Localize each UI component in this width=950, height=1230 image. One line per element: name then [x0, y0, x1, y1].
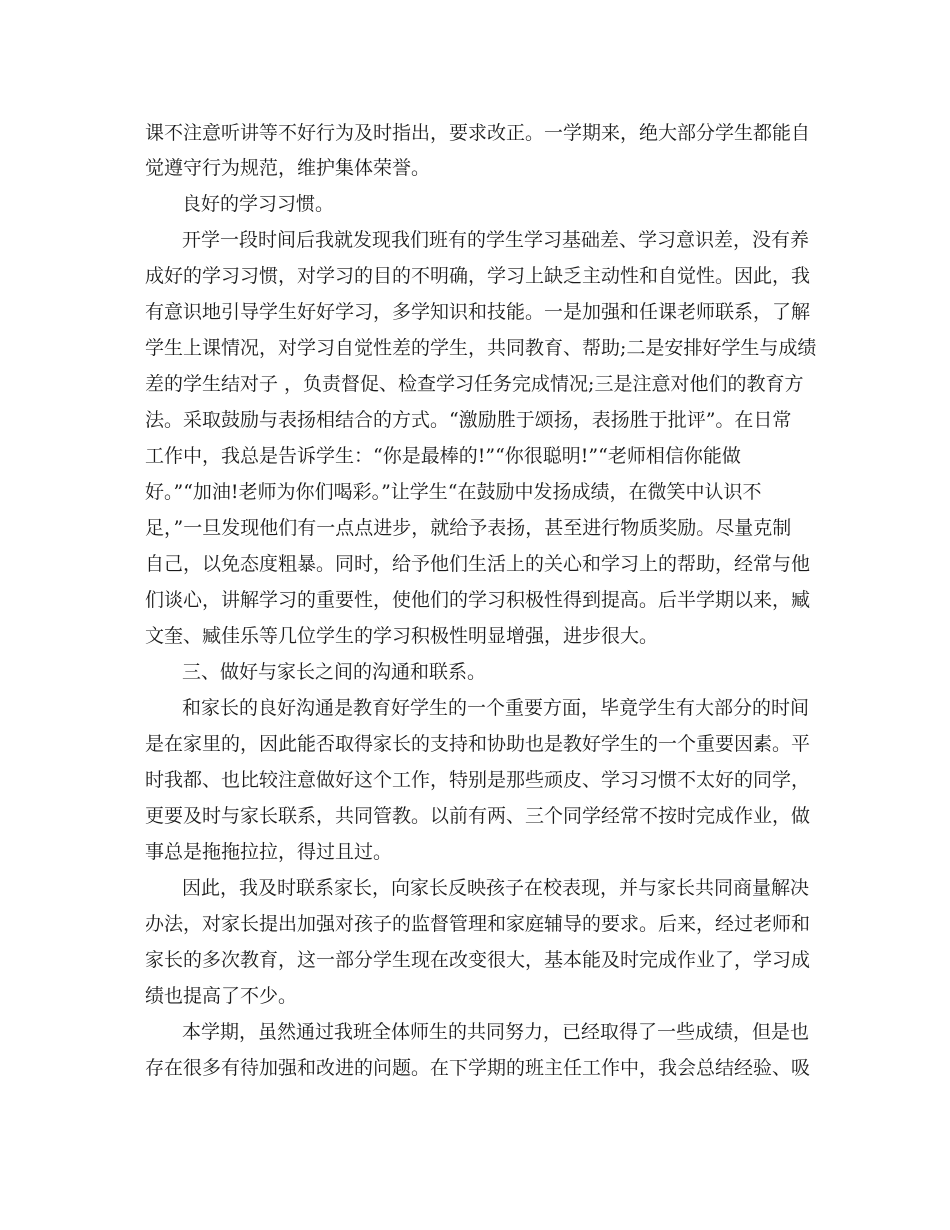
text-line: 觉遵守行为规范，维护集体荣誉。	[145, 157, 431, 179]
section-heading: 三、做好与家长之间的沟通和联系。	[182, 661, 487, 683]
text-line: 更要及时与家长联系，共同管教。以前有两、三个同学经常不按时完成作业，做	[145, 805, 811, 827]
text-line: 好。”“加油!老师为你们喝彩。”让学生“在鼓励中发扬成绩，在微笑中认识不	[145, 481, 762, 503]
text-line: 成好的学习习惯，对学习的目的不明确，学习上缺乏主动性和自觉性。因此，我	[145, 265, 811, 287]
text-line: 文奎、臧佳乐等几位学生的学习积极性明显增强，进步很大。	[145, 625, 659, 647]
text-line: 差的学生结对子 ，负责督促、检查学习任务完成情况;三是注意对他们的教育方	[145, 373, 804, 395]
text-line: 因此，我及时联系家长，向家长反映孩子在校表现，并与家长共同商量解决	[182, 877, 810, 899]
text-line: 和家长的良好沟通是教育好学生的一个重要方面，毕竟学生有大部分的时间	[182, 697, 810, 719]
text-line: 本学期，虽然通过我班全体师生的共同努力，已经取得了一些成绩，但是也	[182, 1021, 810, 1043]
text-line: 家长的多次教育，这一部分学生现在改变很大，基本能及时完成作业了，学习成	[145, 949, 811, 971]
text-line: 课不注意听讲等不好行为及时指出，要求改正。一学期来，绝大部分学生都能自	[145, 122, 811, 144]
section-heading: 良好的学习习惯。	[182, 193, 335, 215]
text-line: 们谈心，讲解学习的重要性，使他们的学习积极性得到提高。后半学期以来，臧	[145, 589, 811, 611]
text-line: 存在很多有待加强和改进的问题。在下学期的班主任工作中，我会总结经验、吸	[145, 1057, 811, 1079]
text-line: 时我都、也比较注意做好这个工作，特别是那些顽皮、学习习惯不太好的同学，	[145, 769, 811, 791]
text-line: 办法，对家长提出加强对孩子的监督管理和家庭辅导的要求。后来，经过老师和	[145, 913, 811, 935]
text-line: 法。采取鼓励与表扬相结合的方式。“激励胜于颂扬，表扬胜于批评”。在日常	[145, 409, 792, 431]
text-line: 工作中，我总是告诉学生：“你是最棒的!”“你很聪明!”“老师相信你能做	[145, 445, 741, 467]
text-line: 学生上课情况，对学习自觉性差的学生，共同教育、帮助;二是安排好学生与成绩	[145, 337, 817, 359]
text-line: 绩也提高了不少。	[145, 985, 298, 1007]
text-line: 是在家里的，因此能否取得家长的支持和协助也是教好学生的一个重要因素。平	[145, 733, 811, 755]
text-line: 有意识地引导学生好好学习，多学知识和技能。一是加强和任课老师联系，了解	[145, 301, 811, 323]
text-line: 开学一段时间后我就发现我们班有的学生学习基础差、学习意识差，没有养	[182, 229, 810, 251]
text-line: 足，”一旦发现他们有一点点进步，就给予表扬，甚至进行物质奖励。尽量克制	[145, 517, 792, 539]
text-line: 自己，以免态度粗暴。同时，给予他们生活上的关心和学习上的帮助，经常与他	[145, 553, 811, 575]
text-line: 事总是拖拖拉拉，得过且过。	[145, 841, 393, 863]
